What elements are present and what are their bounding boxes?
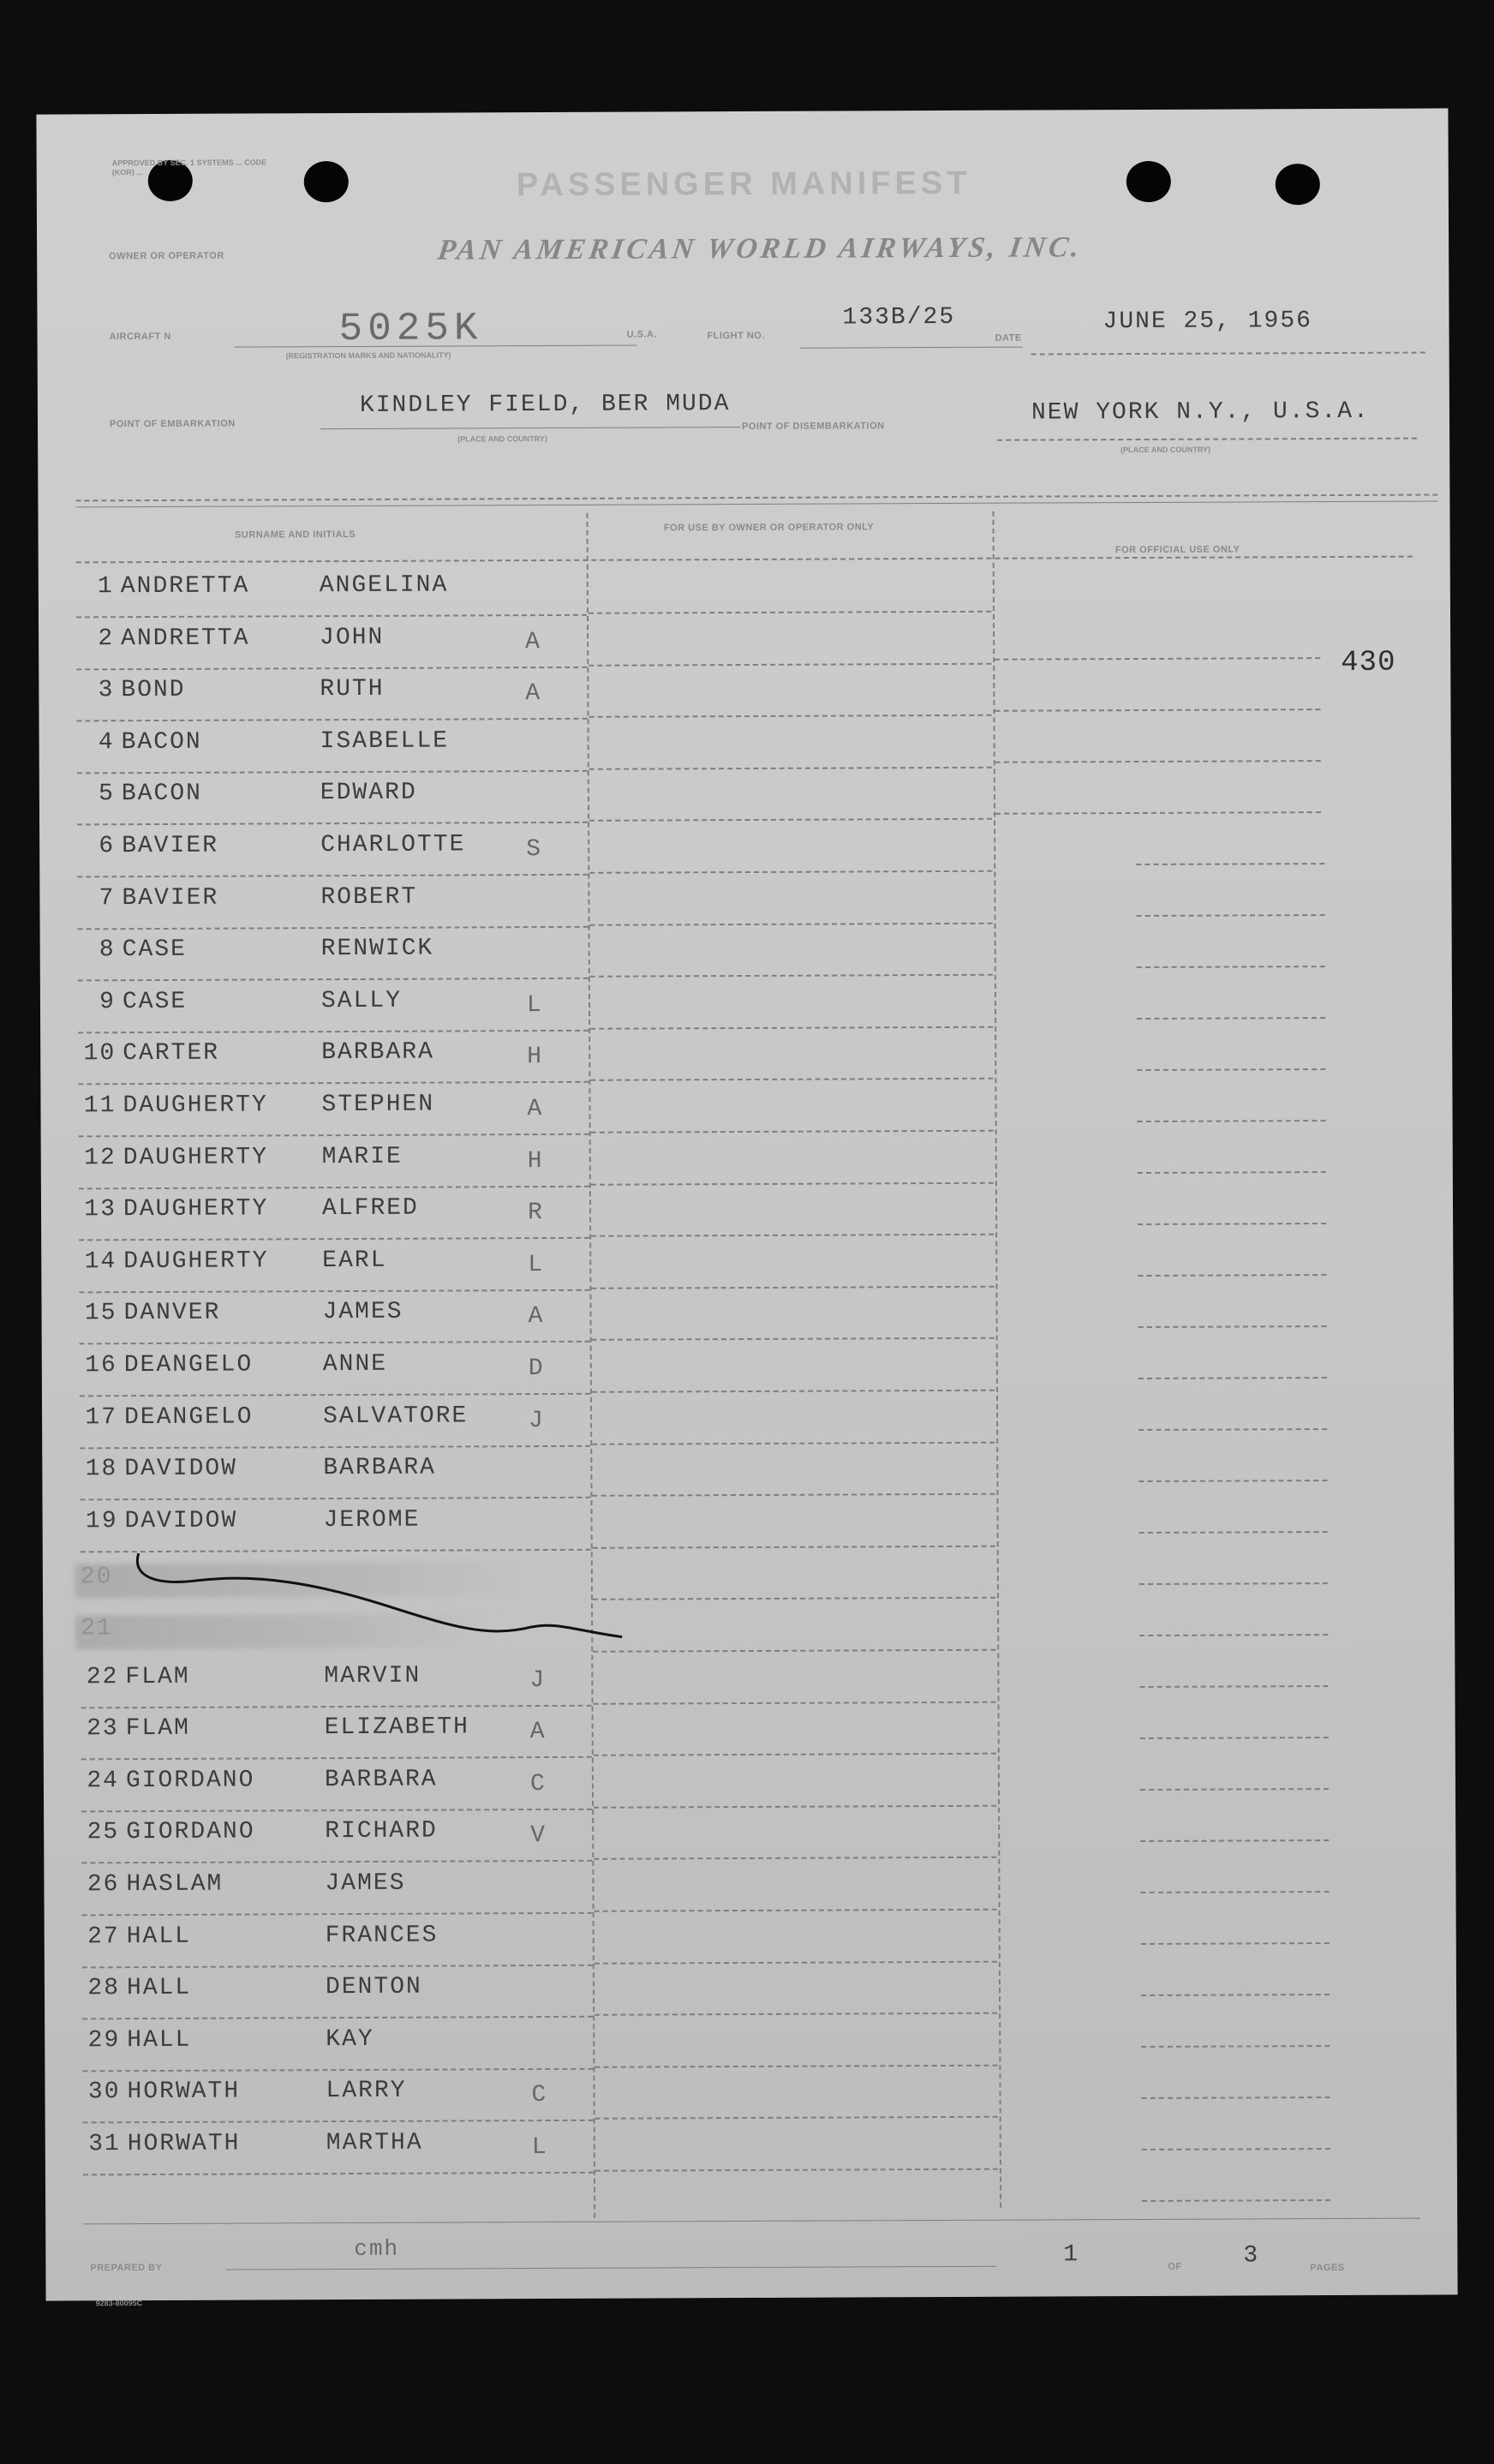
official-rule (1141, 1891, 1330, 1893)
passenger-number: 2 (98, 625, 115, 652)
passenger-given-name: RUTH (320, 676, 385, 703)
passenger-surname: FLAM (125, 1663, 190, 1690)
passenger-initial: R (527, 1199, 544, 1227)
passenger-given-name: KAY (326, 2025, 374, 2053)
official-rule (995, 811, 1321, 815)
row-rule (590, 922, 993, 925)
row-rule (592, 1390, 995, 1393)
row-rule (592, 1337, 995, 1341)
date-underline (1031, 352, 1425, 356)
flight-underline (800, 347, 1023, 349)
flight-number: 133B/25 (842, 303, 956, 332)
row-rule (594, 1753, 996, 1756)
passenger-surname: HALL (126, 1975, 192, 2002)
passenger-row (72, 721, 603, 774)
flight-label: FLIGHT NO. (707, 330, 765, 342)
passenger-surname: DEANGELO (123, 1351, 254, 1379)
passenger-number: 1 (97, 573, 114, 601)
official-rule (1138, 1223, 1326, 1225)
embarkation-caption: (PLACE AND COUNTRY) (457, 434, 547, 444)
passenger-number: 26 (87, 1871, 120, 1899)
passenger-number: 15 (84, 1300, 117, 1327)
date-label: DATE (995, 332, 1022, 344)
passenger-given-name: ELIZABETH (324, 1713, 469, 1742)
passenger-row (76, 1863, 607, 1917)
passenger-number: 16 (85, 1352, 117, 1379)
passenger-given-name: MARTHA (326, 2129, 423, 2157)
official-column-header: FOR OFFICIAL USE ONLY (1115, 544, 1240, 556)
header-bottom-rule (76, 556, 1413, 564)
passenger-surname: CASE (122, 988, 188, 1015)
manifest-title: PASSENGER MANIFEST (516, 164, 971, 204)
official-rule (1139, 1582, 1328, 1585)
passenger-given-name: ALFRED (321, 1194, 419, 1223)
passenger-row (76, 1810, 607, 1864)
struck-row-number: 21 (81, 1615, 113, 1642)
official-rule (1142, 2148, 1330, 2150)
row-rule (593, 1649, 995, 1653)
passenger-row (77, 1914, 608, 1968)
passenger-given-name: SALLY (320, 987, 403, 1014)
row-rule (595, 1909, 997, 1912)
passenger-row (71, 616, 602, 670)
row-rule (594, 1805, 996, 1809)
passenger-surname: DAVIDOW (124, 1507, 238, 1534)
passenger-initial: L (526, 991, 543, 1019)
passenger-number: 31 (88, 2131, 121, 2158)
passenger-surname: BAVIER (122, 884, 219, 912)
row-rule (591, 1181, 994, 1185)
official-rule (995, 657, 1320, 661)
passenger-surname: DAUGHERTY (123, 1091, 268, 1120)
passenger-given-name: EARL (322, 1247, 387, 1274)
passenger-given-name: JOHN (320, 624, 385, 651)
passenger-initial: J (529, 1407, 545, 1434)
passenger-given-name: FRANCES (325, 1922, 439, 1949)
row-rule (592, 1441, 995, 1444)
passenger-given-name: ROBERT (320, 883, 418, 911)
owner-label: OWNER OR OPERATOR (109, 250, 224, 262)
passenger-surname: BACON (121, 780, 202, 808)
passenger-number: 7 (99, 884, 116, 912)
passenger-given-name: STEPHEN (321, 1091, 435, 1119)
passenger-initial: S (526, 836, 543, 864)
embarkation-value: KINDLEY FIELD, BER MUDA (359, 391, 731, 419)
passenger-row (72, 772, 603, 826)
passenger-row (71, 565, 602, 619)
aircraft-caption: (REGISTRATION MARKS AND NATIONALITY) (285, 350, 451, 361)
passenger-initial: L (531, 2134, 548, 2162)
usa-label: U.S.A. (626, 329, 658, 340)
passenger-number: 27 (87, 1923, 120, 1950)
company-name: PAN AMERICAN WORLD AIRWAYS, INC. (435, 231, 1085, 266)
passenger-row (74, 1187, 605, 1241)
passenger-number: 22 (86, 1663, 119, 1690)
official-rule (1140, 1788, 1329, 1791)
row-rule (589, 767, 992, 770)
official-rule (1137, 914, 1325, 917)
passenger-number: 5 (99, 780, 115, 808)
passenger-row (75, 1654, 607, 1708)
passenger-row (74, 1291, 605, 1345)
passenger-row (77, 2018, 608, 2072)
passenger-given-name: DENTON (325, 1973, 422, 2001)
passenger-surname: HALL (127, 2026, 192, 2054)
passenger-initial: C (531, 2082, 548, 2109)
disembarkation-caption: (PLACE AND COUNTRY) (1120, 445, 1211, 455)
passenger-row (73, 1084, 604, 1138)
passenger-row (77, 2070, 608, 2124)
passenger-row (75, 1343, 606, 1397)
passenger-surname: DAVIDOW (124, 1455, 238, 1483)
row-rule (591, 1234, 994, 1237)
passenger-row (75, 1499, 607, 1553)
row-rule (592, 1493, 995, 1497)
passenger-surname: FLAM (125, 1715, 190, 1743)
official-rule (1142, 2096, 1330, 2099)
passenger-row (73, 928, 604, 982)
row-rule (595, 2168, 998, 2172)
passenger-number: 12 (84, 1144, 117, 1171)
row-rule (591, 1286, 994, 1289)
owner-column-header: FOR USE BY OWNER OR OPERATOR ONLY (663, 522, 875, 534)
passenger-row (77, 1966, 608, 2020)
passenger-number: 11 (83, 1092, 117, 1120)
passenger-number: 30 (87, 2078, 121, 2106)
passenger-surname: HASLAM (126, 1870, 224, 1899)
passenger-surname: HORWATH (127, 2078, 241, 2106)
passenger-given-name: JAMES (322, 1299, 403, 1326)
passenger-initial: A (527, 1096, 544, 1123)
passenger-surname: ANDRETTA (121, 625, 250, 652)
official-rule (1139, 1685, 1328, 1688)
row-rule (595, 2065, 997, 2068)
table-top-rule-2 (75, 500, 1437, 507)
passenger-number: 4 (98, 729, 115, 757)
official-rule (1138, 1377, 1327, 1379)
aircraft-label: AIRCRAFT N (109, 331, 171, 343)
official-rule (1138, 1120, 1326, 1122)
passenger-surname: DAUGHERTY (123, 1247, 269, 1275)
punch-hole (1126, 161, 1171, 202)
passenger-initial: J (529, 1666, 547, 1694)
passenger-surname: BAVIER (122, 832, 219, 860)
row-rule (595, 2116, 998, 2120)
passenger-number: 3 (98, 677, 115, 704)
passenger-initial: A (525, 628, 542, 655)
passenger-initial: A (529, 1719, 547, 1746)
passenger-row (74, 1135, 605, 1189)
passenger-number: 18 (85, 1456, 118, 1483)
passenger-given-name: BARBARA (323, 1454, 437, 1482)
disembarkation-underline (997, 438, 1417, 441)
flight-date: JUNE 25, 1956 (1103, 308, 1313, 336)
passenger-row (72, 824, 603, 878)
row-rule (594, 1701, 996, 1704)
passenger-initial: H (527, 1147, 544, 1175)
disembarkation-label: POINT OF DISEMBARKATION (742, 421, 885, 433)
passenger-number: 19 (85, 1508, 118, 1535)
official-rule (1142, 2199, 1330, 2202)
passenger-surname: DAUGHERTY (123, 1195, 269, 1223)
embarkation-label: POINT OF EMBARKATION (109, 418, 236, 430)
official-rule (1138, 1325, 1327, 1328)
official-rule (1141, 1942, 1330, 1945)
passenger-number: 9 (99, 989, 117, 1016)
form-number: 9283-80095C (95, 2299, 143, 2308)
row-rule (590, 1078, 993, 1081)
passenger-surname: BOND (121, 677, 186, 704)
passenger-surname: HALL (126, 1923, 192, 1950)
row-rule (590, 1026, 993, 1030)
official-note: 430 (1341, 646, 1396, 679)
passenger-given-name: ANGELINA (319, 571, 449, 600)
passenger-initial: D (528, 1355, 545, 1383)
passenger-given-name: MARVIN (324, 1662, 421, 1690)
passenger-number: 28 (87, 1975, 121, 2002)
punch-hole (1276, 164, 1320, 205)
official-rule (1138, 1428, 1327, 1431)
passenger-row (76, 1759, 607, 1813)
row-rule (595, 2012, 997, 2016)
page-number: 1 (1063, 2241, 1080, 2269)
disembarkation-value: NEW YORK N.Y., U.S.A. (1031, 398, 1370, 427)
official-rule (1140, 1737, 1329, 1739)
official-rule (1138, 1274, 1326, 1277)
manifest-sheet (36, 108, 1457, 2308)
passenger-number: 24 (87, 1767, 119, 1795)
strike-through-line (128, 1548, 642, 1645)
passenger-number: 13 (84, 1196, 117, 1223)
passenger-surname: BACON (121, 728, 202, 756)
prepared-by-value: cmh (354, 2235, 400, 2263)
passenger-given-name: JAMES (325, 1869, 406, 1898)
passenger-given-name: BARBARA (324, 1766, 438, 1793)
passenger-number: 8 (99, 936, 116, 964)
struck-row-number: 20 (80, 1564, 113, 1591)
passenger-given-name: RICHARD (325, 1817, 438, 1845)
official-rule (995, 760, 1321, 763)
passenger-initial: H (527, 1044, 544, 1071)
row-rule (590, 974, 993, 978)
passenger-surname: CARTER (123, 1040, 220, 1068)
passenger-row (74, 1240, 605, 1294)
passenger-number: 10 (83, 1040, 117, 1068)
passenger-row (75, 1395, 606, 1449)
row-rule (594, 1857, 996, 1860)
official-rule (1137, 1068, 1325, 1071)
table-top-rule (75, 493, 1437, 501)
passenger-surname: HORWATH (127, 2130, 241, 2158)
passenger-initial: C (529, 1770, 547, 1797)
official-rule (1137, 966, 1325, 968)
passenger-number: 6 (99, 833, 116, 860)
passenger-surname: DEANGELO (124, 1403, 254, 1431)
official-rule (1136, 863, 1324, 865)
passenger-initial: V (530, 1822, 547, 1850)
passenger-row (78, 2122, 609, 2176)
approval-note: APPROVED BY SEC. 1 SYSTEMS ... CODE (KOR) ... (111, 158, 267, 177)
passenger-row (73, 980, 604, 1034)
passenger-surname: GIORDANO (126, 1818, 255, 1846)
official-rule (1138, 1171, 1326, 1174)
passenger-given-name: ANNE (322, 1350, 388, 1379)
passenger-number: 25 (87, 1819, 120, 1846)
row-rule (589, 818, 992, 822)
passenger-row (72, 876, 603, 930)
passenger-number: 14 (84, 1248, 117, 1276)
passenger-surname: ANDRETTA (120, 572, 250, 601)
passenger-given-name: RENWICK (320, 935, 434, 963)
passenger-initial: L (528, 1251, 545, 1278)
column-divider (992, 511, 1001, 2208)
official-rule (1138, 1480, 1327, 1482)
of-label: OF (1168, 2261, 1182, 2272)
embarkation-underline (320, 427, 740, 429)
row-rule (595, 1960, 997, 1964)
passenger-given-name: JEROME (323, 1506, 421, 1534)
passenger-surname: GIORDANO (125, 1767, 255, 1794)
surname-column-header: SURNAME AND INITIALS (235, 529, 356, 541)
passenger-given-name: SALVATORE (323, 1402, 469, 1430)
aircraft-value: 5025K (338, 306, 483, 352)
official-rule (1139, 1531, 1328, 1534)
total-pages: 3 (1243, 2242, 1260, 2270)
passenger-number: 23 (86, 1715, 119, 1743)
passenger-initial: A (528, 1303, 545, 1331)
row-rule (589, 611, 991, 614)
passenger-given-name: LARRY (326, 2078, 407, 2105)
prepared-by-label: PREPARED BY (90, 2262, 163, 2274)
official-rule (1141, 1994, 1330, 1996)
row-rule (589, 715, 992, 718)
prepared-underline (225, 2266, 996, 2270)
pages-label: PAGES (1310, 2262, 1345, 2274)
passenger-surname: CASE (122, 936, 187, 964)
passenger-initial: A (525, 680, 542, 708)
official-rule (1141, 2045, 1330, 2048)
row-rule (589, 662, 991, 666)
passenger-row (73, 1032, 604, 1085)
passenger-row (71, 668, 602, 722)
row-rule (593, 1546, 995, 1549)
punch-hole (304, 161, 349, 202)
passenger-number: 29 (87, 2026, 121, 2054)
passenger-surname: DAUGHERTY (123, 1144, 269, 1171)
passenger-given-name: BARBARA (321, 1038, 434, 1067)
passenger-number: 17 (85, 1403, 118, 1431)
row-rule (593, 1597, 995, 1600)
passenger-row (76, 1707, 607, 1761)
footer-rule (83, 2218, 1419, 2225)
official-rule (1139, 1634, 1328, 1636)
passenger-given-name: EDWARD (320, 780, 417, 807)
official-rule (995, 709, 1320, 712)
passenger-given-name: CHARLOTTE (320, 831, 466, 859)
passenger-given-name: MARIE (321, 1143, 403, 1170)
row-rule (591, 1130, 994, 1133)
official-rule (1140, 1839, 1329, 1842)
passenger-given-name: ISABELLE (320, 727, 450, 755)
passenger-surname: DANVER (123, 1300, 221, 1327)
official-rule (1137, 1017, 1325, 1020)
passenger-row (75, 1447, 606, 1501)
row-rule (589, 870, 992, 874)
